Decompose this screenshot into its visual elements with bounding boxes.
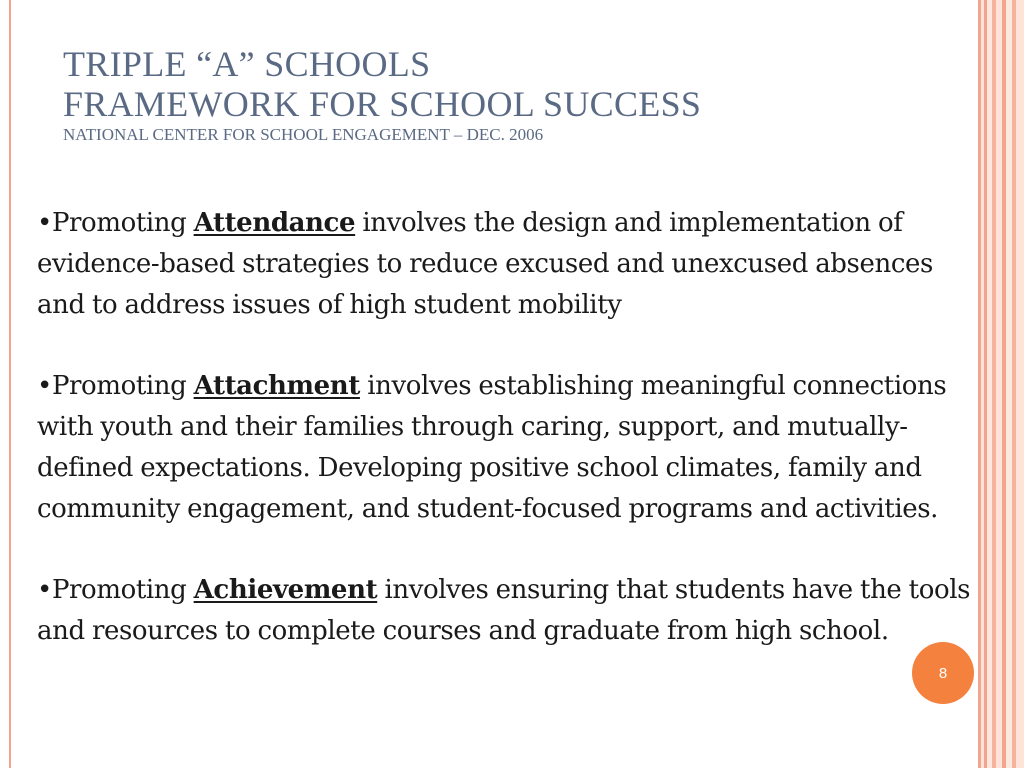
bullet-text: involves the design and implementation of evidence-based strategies to reduce excused and unexcused absences and to address issues of high student mobility: [37, 208, 933, 320]
keyword-attendance: Attendance: [193, 208, 356, 238]
bullet-prefix: Promoting: [51, 208, 194, 238]
left-decorative-rule: [9, 0, 11, 768]
title-line-1: TRIPLE “A” SCHOOLS: [63, 44, 431, 84]
bullet-attendance: [37, 203, 972, 325]
slide-title: [63, 44, 963, 145]
page-number-badge: [912, 642, 974, 704]
bullet-prefix: Promoting: [51, 575, 194, 606]
slide-body: [37, 203, 972, 693]
bullet-marker: •: [37, 208, 52, 238]
title-line-2: FRAMEWORK FOR SCHOOL SUCCESS: [63, 84, 702, 124]
keyword-achievement: Achievement: [193, 575, 378, 606]
bullet-prefix: Promoting: [51, 371, 194, 402]
bullet-text: involves ensuring that students have the tools and resources to complete courses and graduate from high school.: [37, 575, 971, 646]
bullet-marker: •: [37, 575, 52, 606]
bullet-marker: •: [37, 371, 52, 402]
bullet-achievement: [37, 570, 972, 652]
subtitle: NATIONAL CENTER FOR SCHOOL ENGAGEMENT – DEC. 2006: [63, 125, 544, 144]
bullet-text: involves establishing meaningful connections with youth and their families through caring, support, and mutually-defined expectations. Developing positive school climates, family and community engagement, and student-focused programs and activities.: [37, 371, 947, 524]
keyword-attachment: Attachment: [193, 371, 360, 402]
bullet-attachment: [37, 366, 972, 529]
page-number: 8: [938, 664, 948, 682]
